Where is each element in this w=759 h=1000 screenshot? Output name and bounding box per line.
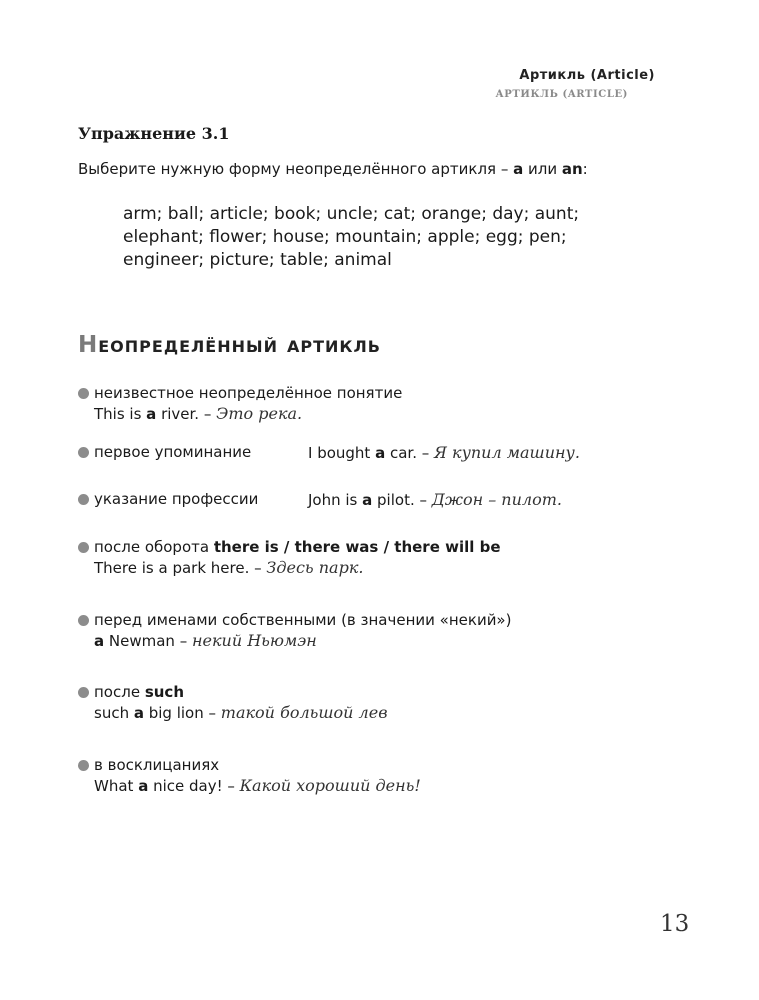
exercise-title: Упражнение 3.1 (78, 124, 230, 143)
example-text: big lion – (143, 704, 221, 722)
rule-label: после (94, 683, 145, 701)
example-text: There is a park here. – (94, 559, 267, 577)
rule-label: в восклицаниях (94, 756, 220, 774)
rule-label: неизвестное неопределённое понятие (94, 384, 403, 402)
page-number: 13 (660, 911, 690, 937)
example-translation: Это река. (216, 404, 303, 423)
example-article: a (375, 444, 386, 462)
example-translation: Джон – пилот. (431, 490, 562, 509)
section-title-initial: Н (78, 332, 99, 358)
rule-item (78, 683, 698, 722)
option-an: an (561, 160, 583, 178)
rule-label: указание профессии (94, 490, 259, 508)
example-article: a (146, 405, 157, 423)
bullet-icon (78, 447, 89, 458)
example-article: a (133, 704, 144, 722)
example-text: such (94, 704, 134, 722)
rule-label-bold: there is / there was / there will be (213, 538, 501, 556)
option-a: a (513, 160, 524, 178)
instruction-text: Выберите нужную форму неопределённого артикля – (78, 160, 514, 178)
rule-item (78, 756, 698, 795)
example-article: a (94, 632, 105, 650)
rule-label: первое упоминание (94, 443, 252, 461)
bullet-icon (78, 388, 89, 399)
example-text: pilot. – (372, 491, 432, 509)
instruction-or: или (523, 160, 562, 178)
example-translation: такой большой лев (220, 703, 388, 722)
bullet-icon (78, 615, 89, 626)
rule-label: после оборота (94, 538, 214, 556)
exercise-word-list: arm; ball; article; book; uncle; cat; orange; day; aunt; elephant; flower; house; mountain; apple; egg; pen; engineer; picture; table; animal (123, 204, 580, 270)
section-title (78, 332, 381, 358)
example-article: a (138, 777, 149, 795)
running-header-title: Артикль (Article) (519, 68, 655, 83)
rule-item (78, 443, 698, 461)
rule-item (78, 490, 698, 508)
bullet-icon (78, 494, 89, 505)
rule-label: перед именами собственными (в значении «некий») (94, 611, 512, 629)
example-text: river. – (156, 405, 217, 423)
rule-label-bold: such (144, 683, 185, 701)
example-text: What (94, 777, 139, 795)
bullet-icon (78, 760, 89, 771)
example-translation: Я купил машину. (434, 443, 580, 462)
running-header-subtitle: АРТИКЛЬ (ARTICLE) (495, 89, 628, 100)
example-translation: Здесь парк. (266, 558, 364, 577)
example-text: car. – (385, 444, 435, 462)
instruction-colon: : (582, 160, 588, 178)
example-translation: Какой хороший день! (239, 776, 421, 795)
rule-example (78, 703, 698, 722)
example-article: a (362, 491, 373, 509)
bullet-icon (78, 542, 89, 553)
rule-item (78, 538, 698, 577)
rule-example (78, 776, 698, 795)
example-text: Newman – (104, 632, 192, 650)
rule-example (308, 443, 580, 462)
rule-example (78, 631, 698, 650)
example-text: John is (308, 491, 363, 509)
rule-item (78, 384, 698, 423)
rule-example (78, 558, 698, 577)
rule-example (78, 404, 698, 423)
example-translation: некий Ньюмэн (191, 631, 317, 650)
rule-item (78, 611, 698, 650)
section-title-rest: еопределённый артикль (98, 332, 381, 358)
bullet-icon (78, 687, 89, 698)
exercise-instruction (78, 160, 588, 178)
example-text: I bought (308, 444, 376, 462)
rule-example (308, 490, 562, 509)
example-text: This is (94, 405, 147, 423)
example-text: nice day! – (148, 777, 240, 795)
